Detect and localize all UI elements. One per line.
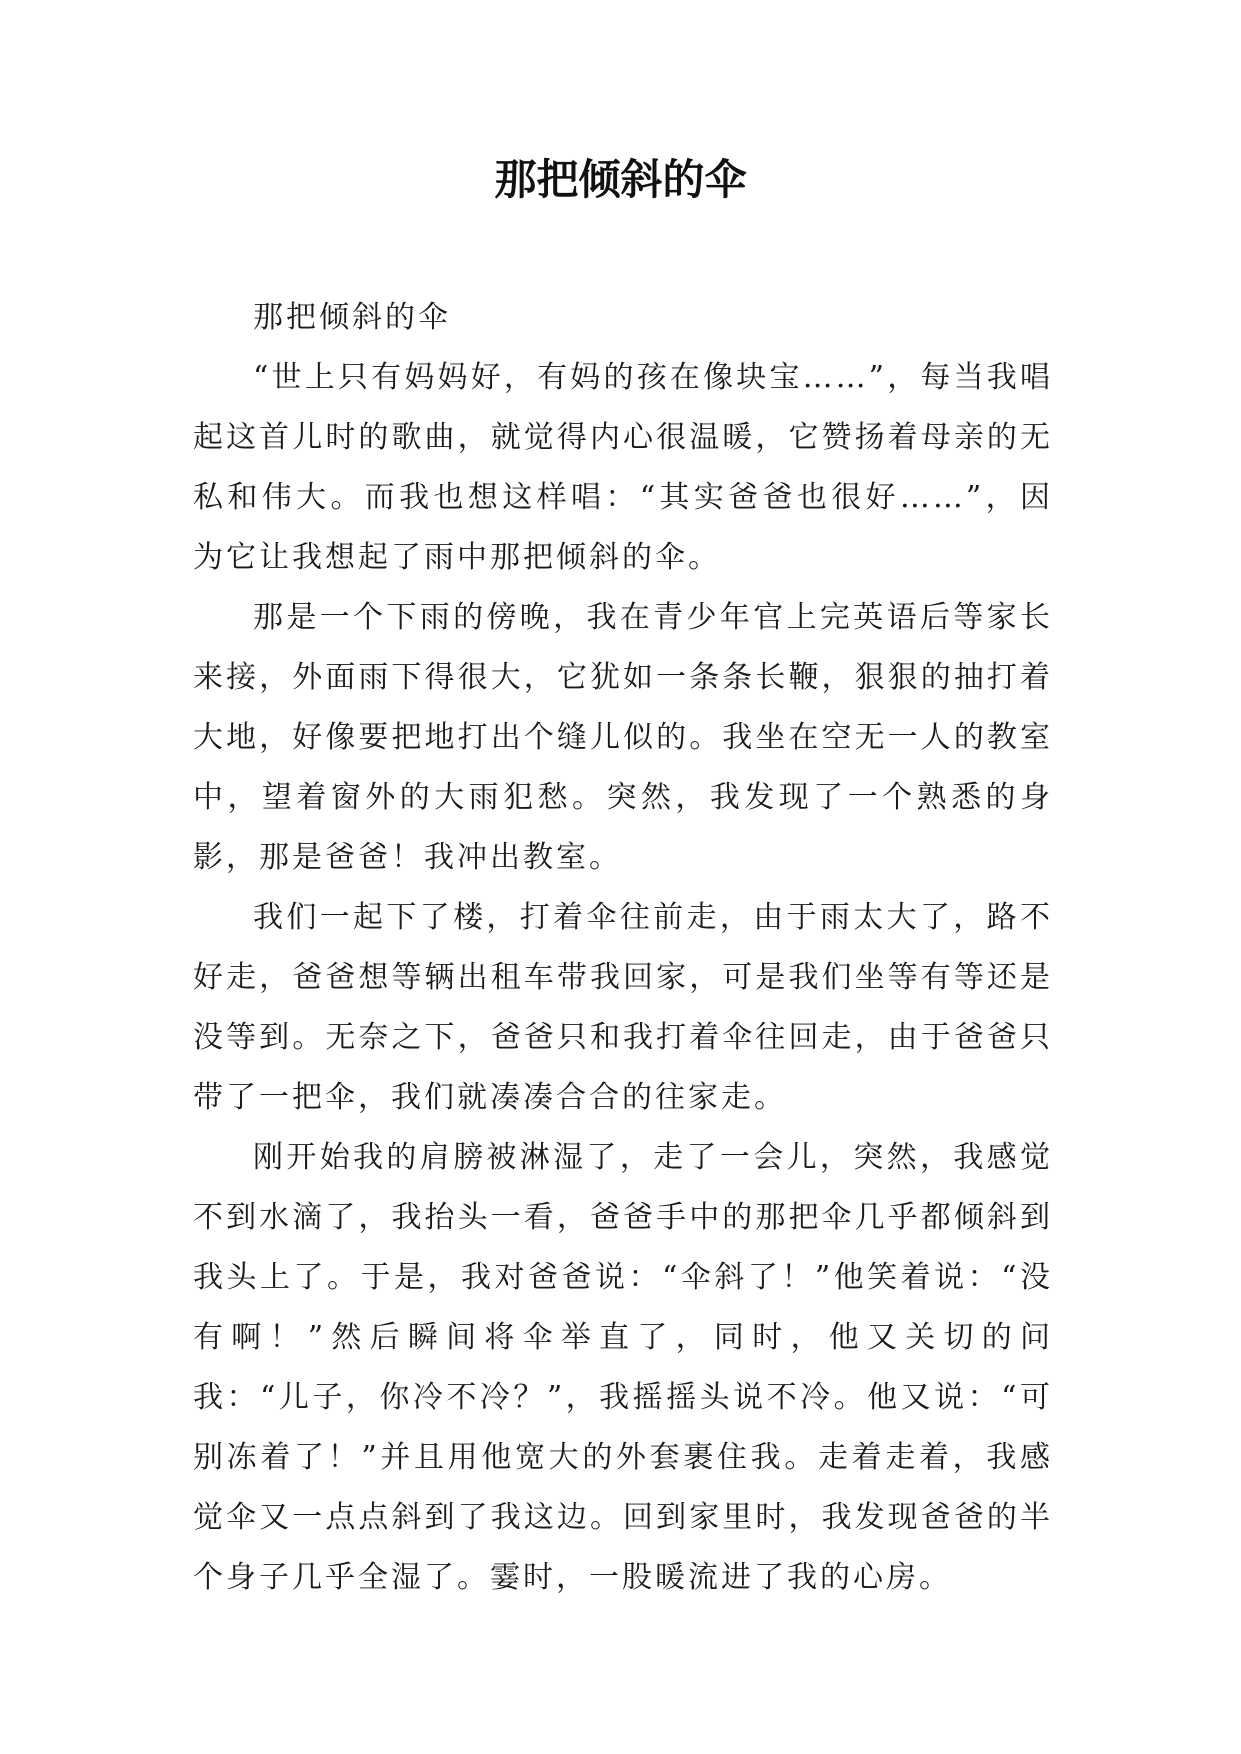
document-title: 那把倾斜的伞 (494, 155, 747, 204)
paragraph-2: 那是一个下雨的傍晚，我在青少年官上完英语后等家长来接，外面雨下得很大，它犹如一条条长鞭，狠狠的抽打着大地，好像要把地打出个缝儿似的。我坐在空无一人的教室中，望着窗外的大雨犯愁。突然，我发现了一个熟悉的身影，那是爸爸！我冲出教室。 (193, 600, 1053, 875)
document-body (193, 288, 1053, 1608)
paragraph-4: 刚开始我的肩膀被淋湿了，走了一会儿，突然，我感觉不到水滴了，我抬头一看，爸爸手中的那把伞几乎都倾斜到我头上了。于是，我对爸爸说：“伞斜了！”他笑着说：“没有啊！”然后瞬间将伞举直了，同时，他又关切的问我：“儿子，你冷不冷？”，我摇摇头说不冷。他又说：“可别冻着了！”并且用他宽大的外套裹住我。走着走着，我感觉伞又一点点斜到了我这边。回到家里时，我发现爸爸的半个身子几乎全湿了。霎时，一股暖流进了我的心房。 (193, 1140, 1053, 1595)
paragraph-3: 我们一起下了楼，打着伞往前走，由于雨太大了，路不好走，爸爸想等辆出租车带我回家，可是我们坐等有等还是没等到。无奈之下，爸爸只和我打着伞往回走，由于爸爸只带了一把伞，我们就凑凑合合的往家走。 (193, 900, 1053, 1115)
paragraph-1: “世上只有妈妈好，有妈的孩在像块宝……”，每当我唱起这首儿时的歌曲，就觉得内心很温暖，它赞扬着母亲的无私和伟大。而我也想这样唱：“其实爸爸也很好……”，因为它让我想起了雨中那把倾斜的伞。 (193, 360, 1053, 575)
paragraph-subtitle: 那把倾斜的伞 (253, 300, 451, 335)
